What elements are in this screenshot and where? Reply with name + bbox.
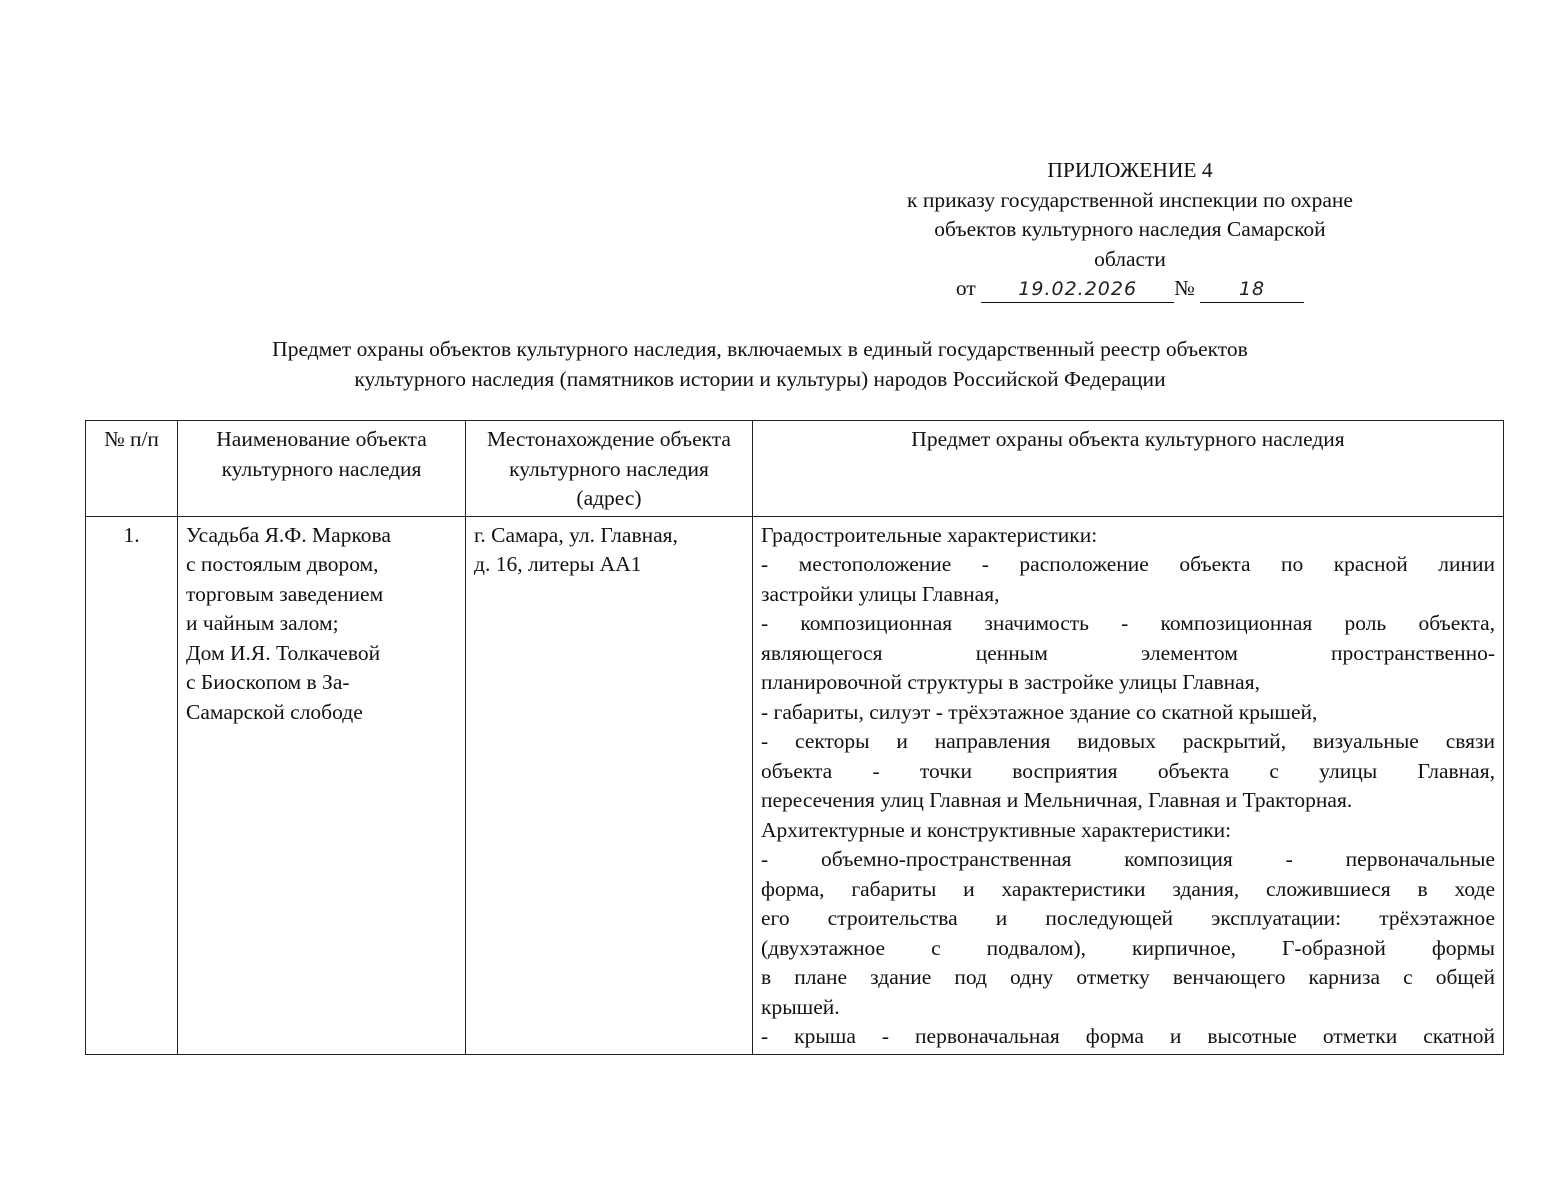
description-line: в плане здание под одну отметку венчающего карниза с общей xyxy=(761,965,1495,989)
object-name-line: с Биоскопом в За- xyxy=(186,670,350,694)
description-line: - крыша - первоначальная форма и высотные отметки скатной xyxy=(761,1024,1495,1048)
table-header-row xyxy=(86,421,1504,517)
date-prefix: от xyxy=(955,276,976,300)
document-title-line: Предмет охраны объектов культурного наследия, включаемых в единый государственный реестр объектов xyxy=(272,337,1248,361)
object-name-line: Самарской слободе xyxy=(186,699,363,724)
description-line: - секторы и направления видовых раскрытий, визуальные связи xyxy=(761,729,1495,753)
order-number-handwritten: 18 xyxy=(1200,276,1304,303)
description-line: объекта - точки восприятия объекта с улицы Главная, xyxy=(761,758,1495,783)
header-object-name: Наименование объекта культурного наследия xyxy=(178,421,466,517)
number-prefix: № xyxy=(1174,276,1195,300)
description-line: являющегося ценным элементом пространственно- xyxy=(761,640,1495,665)
order-date-handwritten: 19.02.2026 xyxy=(981,276,1174,303)
appendix-line: к приказу государственной инспекции по охране xyxy=(907,187,1353,212)
table-row xyxy=(86,516,1504,1054)
location-cell xyxy=(466,516,753,1054)
row-number: 1. xyxy=(86,516,178,1054)
description-line: пересечения улиц Главная и Мельничная, Главная и Тракторная. xyxy=(761,788,1353,812)
address-line: г. Самара, ул. Главная, xyxy=(474,522,678,547)
object-name-line: Усадьба Я.Ф. Маркова xyxy=(186,522,391,547)
document-title xyxy=(100,334,1420,394)
description-line: - композиционная значимость - композиционная роль объекта, xyxy=(761,611,1495,635)
description-line: - объемно-пространственная композиция - первоначальные xyxy=(761,847,1495,871)
object-name-line: торговым заведением xyxy=(186,581,384,606)
description-line: застройки улицы Главная, xyxy=(761,581,1000,606)
appendix-line: объектов культурного наследия Самарской xyxy=(934,217,1326,241)
appendix-line: области xyxy=(1094,246,1166,271)
header-protection-subject: Предмет охраны объекта культурного наследия xyxy=(753,421,1504,517)
document-title-line: культурного наследия (памятников истории и культуры) народов Российской Федерации xyxy=(354,367,1166,391)
object-name-line: Дом И.Я. Толкачевой xyxy=(186,640,381,665)
address-line: д. 16, литеры АА1 xyxy=(474,552,642,576)
description-line: форма, габариты и характеристики здания, сложившиеся в ходе xyxy=(761,876,1495,901)
object-name-line: с постоялым двором, xyxy=(186,552,379,576)
description-line: планировочной структуры в застройке улицы Главная, xyxy=(761,670,1260,694)
description-line: Архитектурные и конструктивные характеристики: xyxy=(761,817,1232,842)
description-line: - местоположение - расположение объекта по красной линии xyxy=(761,552,1495,576)
description-line: (двухэтажное с подвалом), кирпичное, Г-образной формы xyxy=(761,935,1495,960)
appendix-header xyxy=(830,156,1430,304)
description-line: - габариты, силуэт - трёхэтажное здание со скатной крышей, xyxy=(761,699,1318,724)
appendix-title: ПРИЛОЖЕНИЕ 4 xyxy=(1047,158,1213,182)
description-line: его строительства и последующей эксплуатации: трёхэтажное xyxy=(761,906,1495,930)
description-line: крышей. xyxy=(761,994,840,1019)
description-line: Градостроительные характеристики: xyxy=(761,522,1098,547)
order-date-number-line xyxy=(830,274,1430,304)
header-number: № п/п xyxy=(86,421,178,517)
protection-subject-cell xyxy=(753,516,1504,1054)
header-location: Местонахождение объекта культурного наследия (адрес) xyxy=(466,421,753,517)
object-name-line: и чайным залом; xyxy=(186,611,339,635)
object-name-cell xyxy=(178,516,466,1054)
heritage-table xyxy=(85,420,1504,1055)
